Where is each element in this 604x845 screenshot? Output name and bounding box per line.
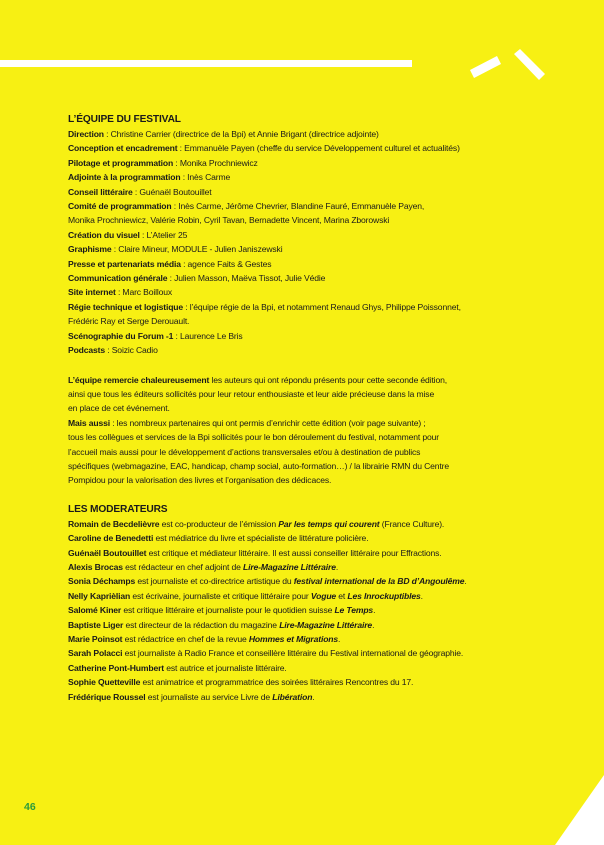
thanks-line: tous les collègues et services de la Bpi sollicités pour le bon déroulement du festival, notamment pour <box>68 432 440 443</box>
team-names: : Claire Mineur, MODULE - Julien Janiszewski <box>111 244 283 255</box>
publication-title: Libération <box>272 691 313 702</box>
moderator-desc: est animatrice et programmatrice des soirées littéraires Rencontres du 17. <box>140 677 414 688</box>
moderator-desc-end: . <box>312 691 315 702</box>
team-line <box>68 242 528 256</box>
moderator-desc-end: . <box>373 605 376 616</box>
moderator-name: Frédérique Roussel <box>68 691 146 702</box>
team-names: : Marc Boilloux <box>115 287 173 298</box>
moderator-desc: est journaliste au service Livre de <box>145 691 273 702</box>
moderator-line <box>68 546 528 560</box>
team-line <box>68 343 528 357</box>
moderator-desc-end: (France Culture). <box>379 518 445 529</box>
team-role: Pilotage et programmation <box>68 157 174 168</box>
team-names: : l’équipe régie de la Bpi, et notamment Renaud Ghys, Philippe Poissonnet, <box>183 301 461 312</box>
page-content <box>68 113 528 704</box>
team-names: : Emmanuèle Payen (cheffe du service Développement culturel et actualités) <box>177 143 460 154</box>
team-role: Podcasts <box>68 345 106 356</box>
corner-triangle <box>555 775 604 845</box>
publication-title: Les Inrockuptibles <box>347 590 421 601</box>
moderator-name: Sarah Polacci <box>68 648 123 659</box>
white-dash-right <box>514 49 545 80</box>
team-line <box>68 127 528 141</box>
thanks-line: spécifiques (webmagazine, EAC, handicap, champ social, auto-formation…) / la librairie RMN du Centre <box>68 460 449 471</box>
moderator-name: Romain de Becdelièvre <box>68 518 160 529</box>
thanks-line: en place de cet événement. <box>68 403 170 414</box>
thanks-lead: L’équipe remercie chaleureusement <box>68 374 210 385</box>
moderator-line <box>68 517 528 531</box>
team-role: Conseil littéraire <box>68 186 133 197</box>
team-role: Direction <box>68 129 104 139</box>
page-number: 46 <box>24 801 36 813</box>
moderator-name: Sonia Déchamps <box>68 576 136 587</box>
moderator-line <box>68 574 528 588</box>
team-names: : Laurence Le Bris <box>173 330 243 341</box>
moderator-desc-end: . <box>420 590 423 601</box>
moderator-line <box>68 690 528 704</box>
team-line-continued: Monika Prochniewicz, Valérie Robin, Cyril Tavan, Bernadette Vincent, Marina Zborowski <box>68 215 390 226</box>
moderator-desc: est rédactrice en chef de la revue <box>122 634 249 644</box>
moderator-line <box>68 560 528 574</box>
thanks-lead: Mais aussi <box>68 417 110 428</box>
team-role: Presse et partenariats média <box>68 258 181 269</box>
team-line <box>68 257 528 271</box>
moderator-name: Alexis Brocas <box>68 561 123 572</box>
team-role: Régie technique et logistique <box>68 301 184 312</box>
team-names: : Inès Carme, Jérôme Chevrier, Blandine Fauré, Emmanuèle Payen, <box>171 201 425 212</box>
moderator-desc: est journaliste à Radio France et conseillère littéraire du Festival international de géographie. <box>122 648 464 659</box>
team-names: : Guénaël Boutouillet <box>132 186 212 197</box>
moderator-desc: est co-producteur de l’émission <box>159 518 279 529</box>
team-line <box>68 300 528 314</box>
moderator-line <box>68 618 528 632</box>
moderator-line <box>68 589 528 603</box>
team-names: : Julien Masson, Maëva Tissot, Julie Védie <box>167 273 326 284</box>
team-role: Communication générale <box>68 273 168 284</box>
moderator-desc: est médiatrice du livre et spécialiste de littérature policière. <box>153 533 369 544</box>
moderator-desc: est critique littéraire et journaliste pour le quotidien suisse <box>121 605 335 616</box>
team-names: : Christine Carrier (directrice de la Bpi) et Annie Brigant (directrice adjointe) <box>103 129 379 139</box>
thanks-line <box>68 416 528 430</box>
thanks-text: les auteurs qui ont répondu présents pour cette seconde édition, <box>209 374 447 385</box>
moderator-name: Baptiste Liger <box>68 619 124 630</box>
team-role: Site internet <box>68 287 116 298</box>
moderator-name: Guénaël Boutouillet <box>68 547 147 558</box>
section-spacer <box>68 358 528 373</box>
moderator-line <box>68 646 528 660</box>
moderator-desc: est rédacteur en chef adjoint de <box>122 561 243 572</box>
publication-title: Lire-Magazine Littéraire <box>279 619 373 630</box>
thanks-line: l’accueil mais aussi pour le développement d’actions transversales et/ou à destination de publics <box>68 446 421 457</box>
moderator-name: Marie Poinsot <box>68 634 123 644</box>
publication-title: Le Temps <box>334 605 374 616</box>
moderator-line <box>68 603 528 617</box>
moderator-desc: est directeur de la rédaction du magazine <box>123 619 280 630</box>
team-line <box>68 170 528 184</box>
team-names: : Inès Carme <box>180 172 231 183</box>
section-spacer <box>68 488 528 503</box>
team-role: Adjointe à la programmation <box>68 172 181 183</box>
team-names: : agence Faits & Gestes <box>180 258 272 269</box>
moderator-desc-end: . <box>335 561 339 572</box>
moderator-line <box>68 675 528 689</box>
thanks-line <box>68 373 528 387</box>
moderator-desc-end: . <box>464 576 467 587</box>
team-names: : L’Atelier 25 <box>139 229 188 240</box>
publication-title: Par les temps qui courent <box>278 518 380 529</box>
team-line <box>68 285 528 299</box>
team-role: Graphisme <box>68 244 112 255</box>
moderator-line <box>68 531 528 545</box>
publication-title: Lire-Magazine Littéraire <box>242 561 336 572</box>
moderator-desc: est autrice et journaliste littéraire. <box>164 662 287 673</box>
thanks-line: ainsi que tous les éditeurs sollicités pour leur retour enthousiaste et leur aide précieuse dans la mise <box>68 388 435 399</box>
moderator-name: Caroline de Benedetti <box>68 533 154 544</box>
moderator-desc-end: . <box>338 634 341 644</box>
team-role: Scénographie du Forum -1 <box>68 330 174 341</box>
team-line <box>68 271 528 285</box>
team-names: : Soizic Cadio <box>105 345 158 356</box>
team-role: Comité de programmation <box>68 201 172 212</box>
team-role: Conception et encadrement <box>68 143 178 154</box>
team-line <box>68 329 528 343</box>
team-line <box>68 141 528 155</box>
publication-title: Vogue <box>310 590 337 601</box>
team-line <box>68 199 528 213</box>
team-role: Création du visuel <box>68 229 140 240</box>
thanks-line: Pompidou pour la valorisation des livres et l’organisation des dédicaces. <box>68 475 332 486</box>
team-line <box>68 156 528 170</box>
moderator-name: Sophie Quetteville <box>68 677 141 688</box>
moderator-desc-mid: et <box>336 590 348 601</box>
publication-title: Hommes et Migrations <box>248 634 339 644</box>
moderators-title: LES MODERATEURS <box>68 503 168 515</box>
moderator-line <box>68 661 528 675</box>
team-names: : Monika Prochniewicz <box>173 157 258 168</box>
team-line <box>68 185 528 199</box>
moderator-desc: est journaliste et co-directrice artistique du <box>135 576 294 587</box>
moderator-desc-end: . <box>372 619 375 630</box>
moderator-name: Salomé Kiner <box>68 605 122 616</box>
white-dash-left <box>470 56 501 78</box>
moderator-line <box>68 632 528 646</box>
publication-title: festival international de la BD d’Angoulême <box>293 576 465 587</box>
team-line-continued: Frédéric Ray et Serge Derouault. <box>68 316 190 327</box>
moderator-desc: est écrivaine, journaliste et critique littéraire pour <box>130 590 311 601</box>
team-title: L’ÉQUIPE DU FESTIVAL <box>68 114 181 125</box>
moderator-desc: est critique et médiateur littéraire. Il est aussi conseiller littéraire pour Effractions. <box>146 547 442 558</box>
moderator-name: Nelly Kaprièlian <box>68 590 131 601</box>
thanks-text: : les nombreux partenaires qui ont permis d’enrichir cette édition (voir page suivante) ; <box>109 417 426 428</box>
moderator-name: Catherine Pont-Humbert <box>68 662 165 673</box>
team-line <box>68 228 528 242</box>
